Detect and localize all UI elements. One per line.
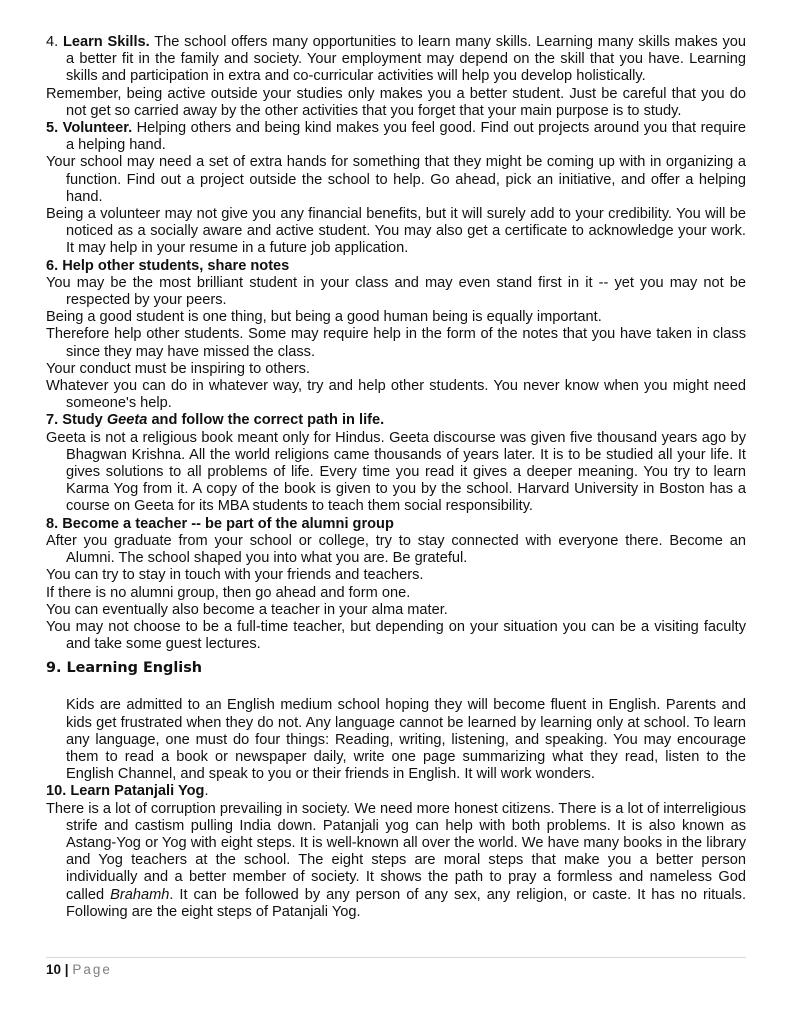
section-6-paragraph-5: Whatever you can do in whatever way, try and help other students. You never know when you might need someone's help. (46, 378, 746, 412)
section-7-heading-book: Geeta (106, 412, 148, 429)
section-4-text: The school offers many opportunities to learn many skills. Learning many skills makes you a better fit in the family and society. Your employment may depend on the skill that you have. Learning skills and participation in extra and co-curricular activities will help you develop holistically. (66, 34, 746, 85)
section-4-paragraph-2: Remember, being active outside your studies only makes you a better student. Just be careful that you do not get so carried away by the other activities that you forget that your main purpose is to study. (46, 85, 746, 119)
section-6-paragraph-3: Therefore help other students. Some may require help in the form of the notes that you have taken in class since they may have missed the class. (46, 326, 746, 360)
section-7-paragraph-1: Geeta is not a religious book meant only for Hindus. Geeta discourse was given five thousand years ago by Bhagwan Krishna. All the world religions came thousands of years later. It is to be studied all your life. It gives solutions to all problems of life. Every time you read it gives a deeper meaning. You try to learn Karma Yog from it. A copy of the book is given to you by the school. Harvard University in Boston has a course on Geeta for its MBA students to teach them social responsibility. (46, 429, 746, 515)
section-10-text-a: There is a lot of corruption prevailing in society. We need more honest citizens. There is a lot of interreligious strife and castism pulling India down. Patanjali yog can help with both problems. It is also known as Astang-Yog or Yog with eight steps. It is well-known all over the world. We have many books in the library and Yog teachers at the school. The eight steps are moral steps that make you a better person individually and a better member of society. It shows the path to pray a formless and nameless God called (46, 800, 746, 903)
section-8-heading: 8. Become a teacher -- be part of the alumni group (46, 515, 394, 532)
section-5-paragraph-3: Being a volunteer may not give you any financial benefits, but it will surely add to your credibility. You will be noticed as a socially aware and active student. You may also get a certificate to acknowledge your work. It may help in your resume in a future job application. (46, 206, 746, 257)
section-10-heading (46, 783, 746, 800)
section-10-heading-text: 10. Learn Patanjali Yog (46, 783, 205, 800)
section-7-heading-end: and follow the correct path in life. (147, 412, 385, 429)
section-10-heading-period: . (204, 783, 209, 800)
footer-divider (46, 957, 746, 958)
section-6-paragraph-1: You may be the most brilliant student in your class and may even stand first in it -- yet you may not be respected by your peers. (46, 274, 746, 309)
section-7-heading-start: 7. Study (46, 412, 107, 429)
section-8-paragraph-2: You can try to stay in touch with your friends and teachers. (46, 567, 424, 584)
section-6-paragraph-4: Your conduct must be inspiring to others. (46, 360, 310, 377)
section-5-text: Helping others and being kind makes you feel good. Find out projects around you that require a helping hand. (66, 120, 746, 154)
section-6-paragraph-2: Being a good student is one thing, but being a good human being is equally important. (46, 309, 602, 326)
section-10-paragraph-1 (46, 801, 746, 921)
section-6-heading: 6. Help other students, share notes (46, 257, 290, 274)
section-7-heading (46, 412, 746, 429)
section-9-heading: 9. Learning English (46, 660, 203, 677)
document-page (46, 34, 746, 921)
page-footer (46, 957, 746, 977)
section-8-paragraph-3: If there is no alumni group, then go ahead and form one. (46, 584, 411, 601)
page-number: 10 (46, 962, 62, 977)
section-4-heading: Learn Skills. (62, 34, 150, 50)
section-4-number: 4. (46, 34, 59, 50)
section-5-heading: 5. Volunteer. (46, 120, 133, 137)
section-10-text-c: . It can be followed by any person of any sex, any religion, or caste. It has no rituals. Following are the eight steps of Patanjali Yog. (66, 886, 747, 920)
section-5-paragraph (46, 120, 746, 154)
section-8-paragraph-4: You can eventually also become a teacher in your alma mater. (46, 601, 448, 618)
section-5-paragraph-2: Your school may need a set of extra hands for something that they might be coming up with in organizing a function. Find out a project outside the school to help. Go ahead, pick an initiative, and offer a helping hand. (46, 154, 746, 205)
page-separator: | (64, 962, 69, 977)
section-4-paragraph (46, 34, 746, 86)
section-8-paragraph-1: After you graduate from your school or college, try to stay connected with everyone there. Become an Alumni. The school shaped you into what you are. Be grateful. (46, 532, 746, 567)
page-label: Page (72, 962, 112, 977)
section-8-paragraph-5: You may not choose to be a full-time teacher, but depending on your situation you can be a visiting faculty and take some guest lectures. (46, 618, 746, 653)
section-10-text-brahamh: Brahamh (110, 886, 170, 903)
section-9-paragraph-1: Kids are admitted to an English medium school hoping they will become fluent in English. Parents and kids get frustrated when they do not. Any language cannot be learned by learning only at school. To learn any language, one must do four things: Reading, writing, listening, and speaking. You may encourage them to read a book or newspaper daily, write one page summarizing what they read, listen to the English Channel, and speak to you or their friends in English. It will work wonders. (66, 697, 746, 783)
